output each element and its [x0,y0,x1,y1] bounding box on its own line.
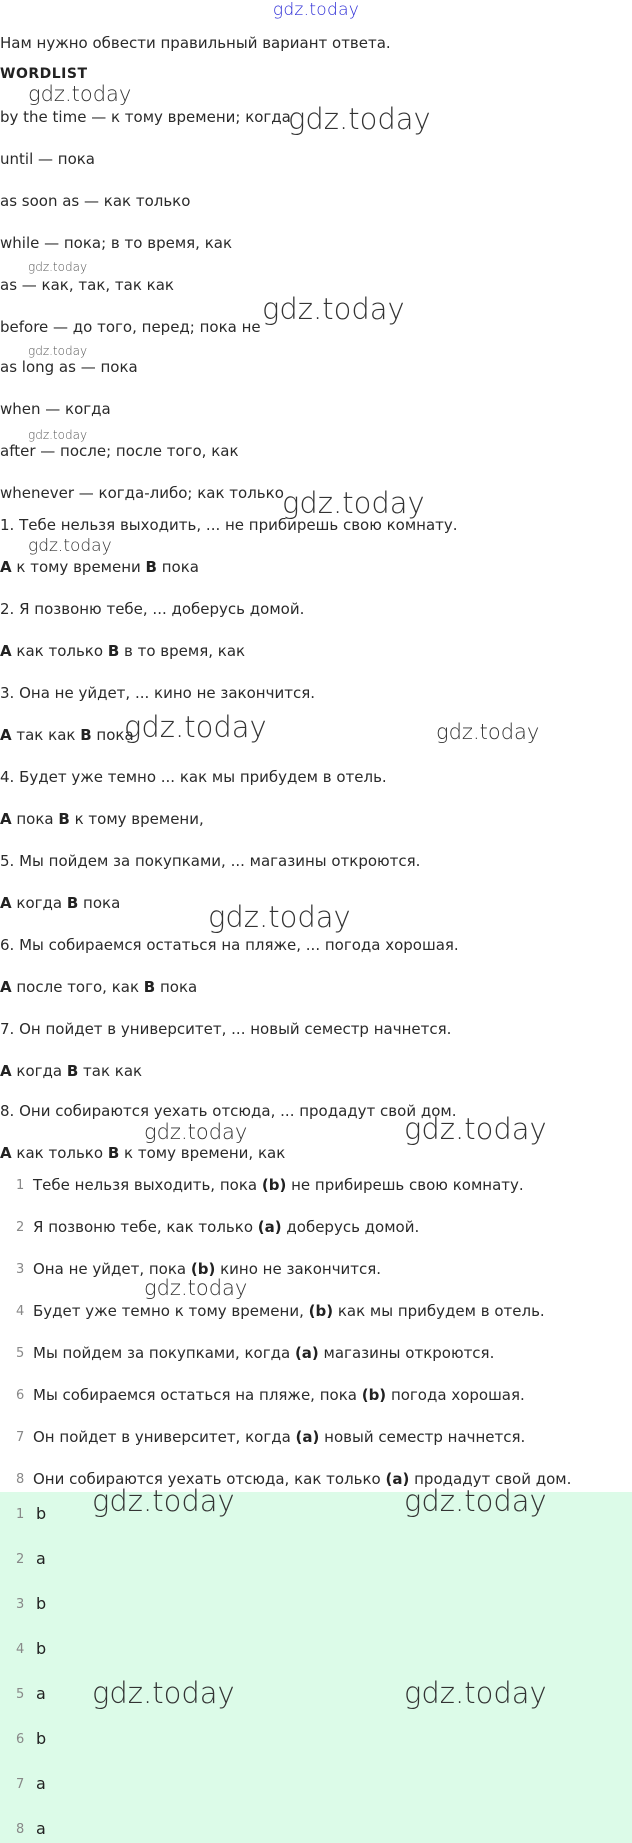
option-label: B [66,1062,79,1080]
answer-choice: (a) [294,1344,319,1362]
watermark: gdz.today [124,710,267,744]
question-text: 7. Он пойдет в университет, ... новый семестр начнется. [0,1020,452,1038]
answer-before: Он пойдет в университет, когда [33,1428,296,1446]
answer-number: 5 [16,1346,25,1361]
wordlist-item: as — как, так, так как [0,276,174,294]
watermark: gdz.today [28,344,88,358]
option-label: B [80,726,92,744]
watermark: gdz.today [28,428,88,442]
option-label: A [0,558,12,576]
site-link[interactable]: gdz.today [272,0,360,20]
option-a: так как [11,726,81,744]
answer-key-number: 6 [16,1732,25,1747]
answer-after: как мы прибудем в отель. [333,1302,545,1320]
wordlist-item: until — пока [0,150,96,168]
option-label: A [0,642,12,660]
option-label: A [0,1144,12,1162]
watermark: gdz.today [92,1484,235,1518]
answer-choice: (b) [361,1386,387,1404]
question-text: 3. Она не уйдет, ... кино не закончится. [0,684,315,702]
question-text: 6. Мы собираемся остаться на пляже, ... погода хорошая. [0,936,459,954]
question-options [0,894,120,912]
question-options [0,810,204,828]
answer-after: продадут свой дом. [409,1470,572,1488]
option-label: A [0,1062,12,1080]
option-label: B [58,810,70,828]
option-b: к тому времени, [69,810,204,828]
answer-key-value: a [36,1774,46,1793]
watermark: gdz.today [262,292,405,326]
answer-key-number: 3 [16,1597,25,1612]
question-options [0,558,199,576]
answer-before: Будет уже темно к тому времени, [33,1302,309,1320]
answer-after: новый семестр начнется. [319,1428,526,1446]
answer-choice: (a) [257,1218,282,1236]
wordlist-item: while — пока; в то время, как [0,234,233,252]
option-b: так как [78,1062,143,1080]
answer-number: 3 [16,1262,25,1277]
answer-number: 1 [16,1178,25,1193]
option-label: B [107,642,120,660]
answer-choice: (b) [190,1260,216,1278]
watermark: gdz.today [404,1112,547,1146]
wordlist-item: as soon as — как только [0,192,191,210]
answer-sentence [33,1344,494,1362]
answer-after: не прибирешь свою комнату. [286,1176,524,1194]
option-b: пока [78,894,121,912]
watermark: gdz.today [288,102,431,136]
watermark: gdz.today [144,1120,248,1144]
answer-after: магазины откроются. [318,1344,495,1362]
wordlist-item: before — до того, перед; пока не [0,318,261,336]
option-b: в то время, как [119,642,246,660]
option-label: B [143,978,156,996]
question-options [0,1144,285,1162]
answer-key-number: 1 [16,1507,25,1522]
wordlist-item: after — после; после того, как [0,442,239,460]
question-options [0,726,134,744]
option-a: после того, как [11,978,144,996]
option-a: когда [11,894,67,912]
answer-key-value: a [36,1684,46,1703]
watermark: gdz.today [144,1276,248,1300]
answer-key-value: b [36,1639,47,1658]
answer-number: 2 [16,1220,25,1235]
answer-after: кино не закончится. [215,1260,382,1278]
option-b: пока [155,978,198,996]
answer-number: 4 [16,1304,25,1319]
answer-sentence [33,1218,419,1236]
answer-after: доберусь домой. [281,1218,420,1236]
answer-sentence [33,1428,525,1446]
answer-key-value: b [36,1594,47,1613]
answer-sentence [33,1386,525,1404]
option-a: пока [11,810,59,828]
wordlist-item: by the time — к тому времени; когда [0,108,291,126]
question-text: 1. Тебе нельзя выходить, ... не прибирешь свою комнату. [0,516,458,534]
watermark: gdz.today [28,536,112,556]
question-text: 5. Мы пойдем за покупками, ... магазины откроются. [0,852,421,870]
watermark: gdz.today [28,82,132,106]
answer-before: Мы пойдем за покупками, когда [33,1344,295,1362]
answer-choice: (a) [385,1470,410,1488]
answer-key-value: b [36,1729,47,1748]
watermark: gdz.today [404,1484,547,1518]
answer-number: 6 [16,1388,25,1403]
option-b: к тому времени, как [119,1144,286,1162]
option-a: как только [11,642,108,660]
option-a: как только [11,1144,108,1162]
answer-choice: (a) [295,1428,320,1446]
watermark: gdz.today [282,486,425,520]
wordlist-item: when — когда [0,400,111,418]
answer-before: Они собираются уехать отсюда, как только [33,1470,386,1488]
answer-choice: (b) [308,1302,334,1320]
option-b: пока [156,558,199,576]
answer-number: 7 [16,1430,25,1445]
answer-key-number: 8 [16,1822,25,1837]
intro-text: Нам нужно обвести правильный вариант ответа. [0,34,391,52]
answer-choice: (b) [261,1176,287,1194]
answer-before: Мы собираемся остаться на пляже, пока [33,1386,362,1404]
option-label: A [0,978,12,996]
option-label: B [145,558,157,576]
answer-sentence [33,1302,545,1320]
question-options [0,978,197,996]
question-options [0,1062,142,1080]
answer-key-number: 4 [16,1642,25,1657]
question-text: 8. Они собираются уехать отсюда, ... продадут свой дом. [0,1102,457,1120]
wordlist-item: whenever — когда-либо; как только [0,484,284,502]
answer-key-value: a [36,1549,46,1568]
question-options [0,642,245,660]
watermark: gdz.today [436,720,540,744]
answer-key-value: a [36,1819,46,1838]
option-label: A [0,810,12,828]
answer-before: Тебе нельзя выходить, пока [33,1176,262,1194]
answer-key-number: 5 [16,1687,25,1702]
option-label: A [0,894,12,912]
watermark: gdz.today [28,260,88,274]
answer-key-number: 7 [16,1777,25,1792]
option-label: A [0,726,12,744]
answer-key-panel [0,1492,632,1843]
option-label: B [107,1144,120,1162]
answer-key-number: 2 [16,1552,25,1567]
option-a: когда [11,1062,67,1080]
answer-after: погода хорошая. [386,1386,525,1404]
wordlist-item: as long as — пока [0,358,138,376]
watermark: gdz.today [404,1676,547,1710]
option-label: B [66,894,79,912]
answer-before: Я позвоню тебе, как только [33,1218,258,1236]
option-b: пока [91,726,134,744]
answer-number: 8 [16,1472,25,1487]
option-a: к тому времени [11,558,146,576]
answer-sentence [33,1176,524,1194]
answer-before: Она не уйдет, пока [33,1260,191,1278]
wordlist-title: WORDLIST [0,66,88,82]
watermark: gdz.today [92,1676,235,1710]
question-text: 4. Будет уже темно ... как мы прибудем в отель. [0,768,387,786]
answer-key-value: b [36,1504,47,1523]
watermark: gdz.today [208,900,351,934]
question-text: 2. Я позвоню тебе, ... доберусь домой. [0,600,305,618]
